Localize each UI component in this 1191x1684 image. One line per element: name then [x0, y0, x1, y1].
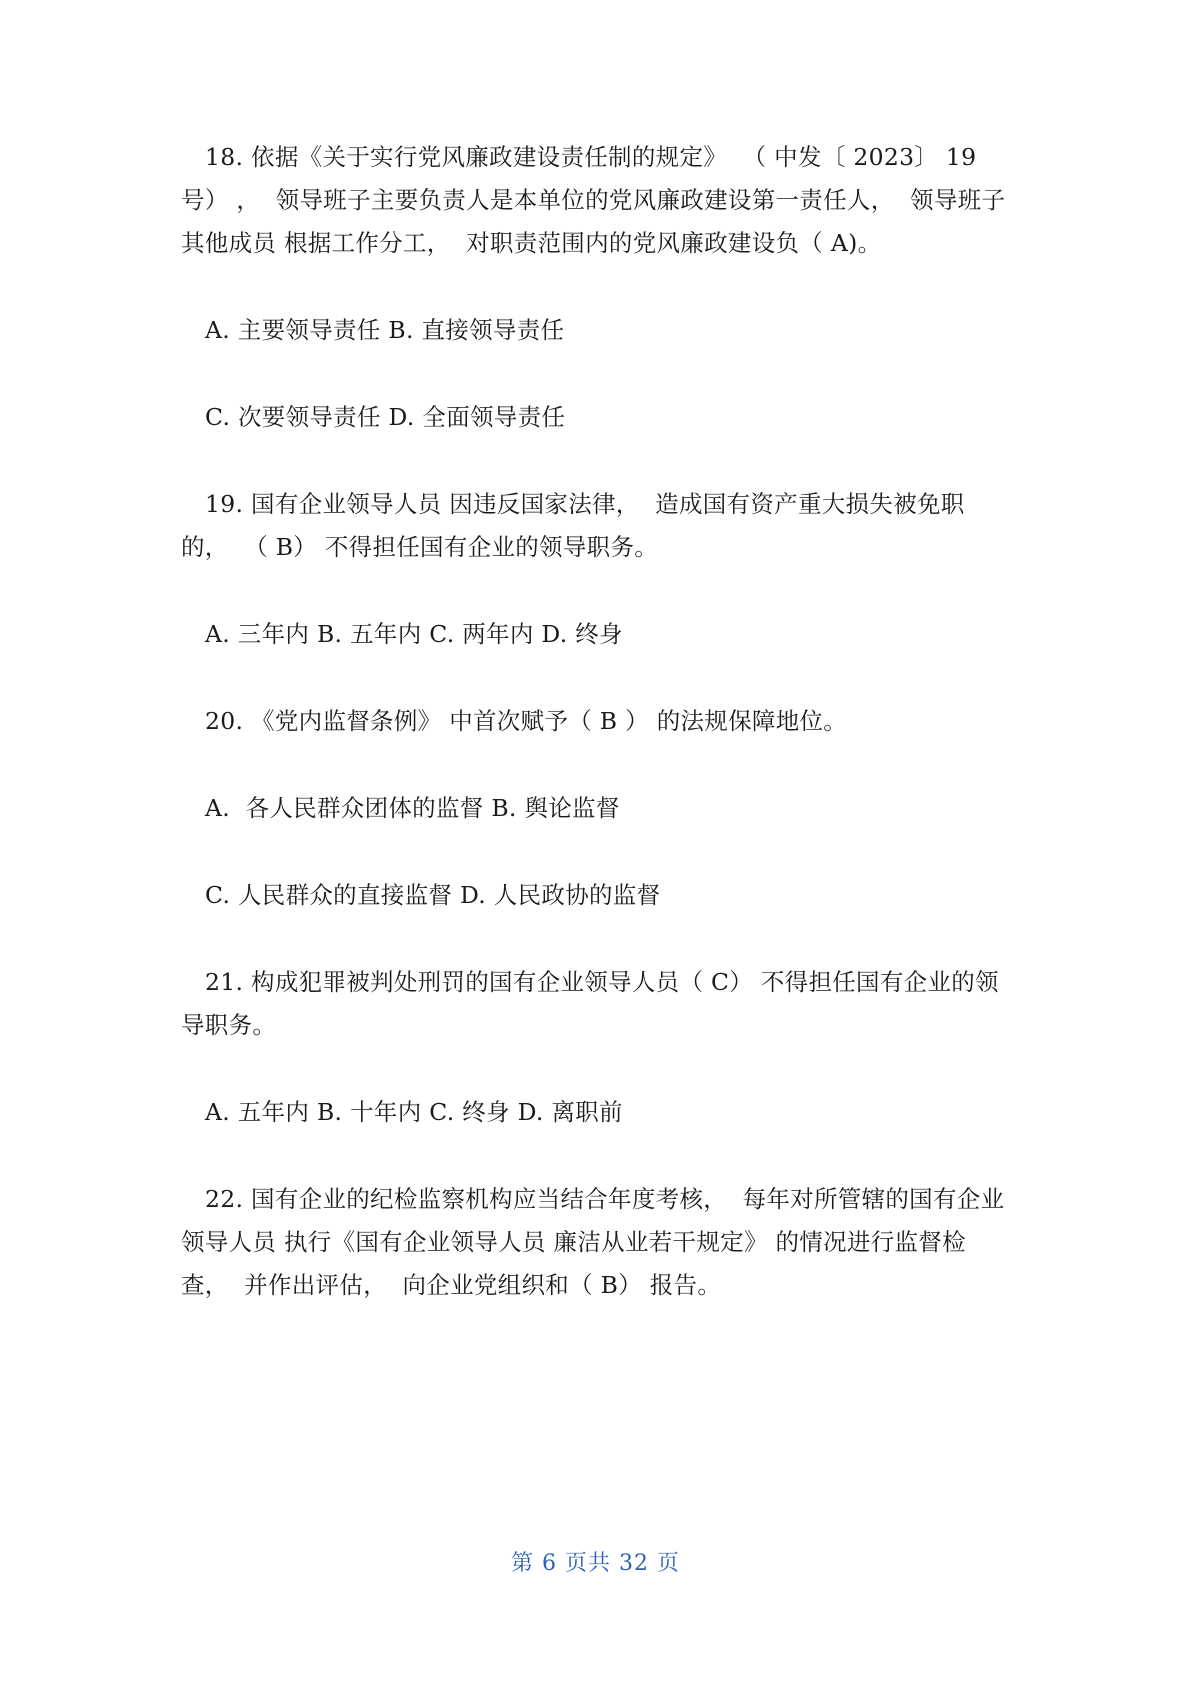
- question-19-line-1: 19. 国有企业领导人员 因违反国家法律， 造成国有资产重大损失被免职: [205, 490, 965, 518]
- question-18-option-line-2: C. 次要领导责任 D. 全面领导责任: [205, 403, 566, 431]
- question-18-line-3: 其他成员 根据工作分工， 对职责范围内的党风廉政建设负（ A)。: [181, 229, 882, 257]
- question-21-line-1: 21. 构成犯罪被判处刑罚的国有企业领导人员（ C） 不得担任国有企业的领: [205, 968, 999, 996]
- question-19-line-2: 的， （ B） 不得担任国有企业的领导职务。: [181, 533, 659, 561]
- question-20-line-1: 20. 《党内监督条例》 中首次赋予（ B ） 的法规保障地位。: [205, 707, 848, 735]
- question-22-line-3: 查， 并作出评估， 向企业党组织和（ B） 报告。: [181, 1271, 722, 1299]
- question-22-line-1: 22. 国有企业的纪检监察机构应当结合年度考核， 每年对所管辖的国有企业: [205, 1185, 1005, 1213]
- question-18-option-line-1: A. 主要领导责任 B. 直接领导责任: [205, 316, 565, 344]
- question-20-option-line-1: A. 各人民群众团体的监督 B. 舆论监督: [205, 794, 620, 822]
- question-21-option-line-1: A. 五年内 B. 十年内 C. 终身 D. 离职前: [205, 1098, 623, 1126]
- question-21-line-2: 导职务。: [181, 1011, 277, 1039]
- question-22-line-2: 领导人员 执行《国有企业领导人员 廉洁从业若干规定》 的情况进行监督检: [181, 1228, 966, 1256]
- question-19-option-line-1: A. 三年内 B. 五年内 C. 两年内 D. 终身: [205, 620, 623, 648]
- question-18-line-2: 号） ， 领导班子主要负责人是本单位的党风廉政建设第一责任人， 领导班子: [181, 186, 1006, 214]
- page-number-footer: 第 6 页共 32 页: [511, 1551, 680, 1576]
- question-18-line-1: 18. 依据《关于实行党风廉政建设责任制的规定》 （ 中发〔 2023〕 19: [205, 143, 977, 171]
- question-20-option-line-2: C. 人民群众的直接监督 D. 人民政协的监督: [205, 881, 661, 909]
